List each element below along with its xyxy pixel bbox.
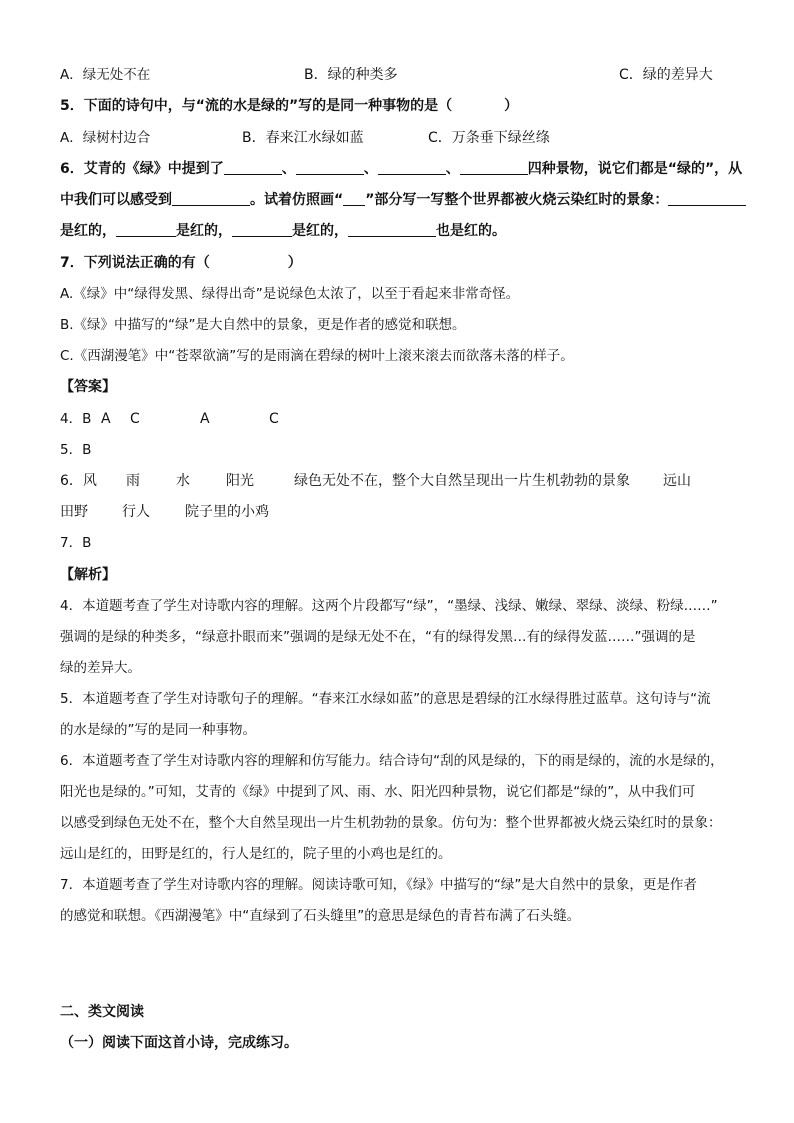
q7-option-b: B.《绿》中描写的“绿”是大自然中的景象，更是作者的感觉和联想。 xyxy=(60,317,466,333)
analysis-5-line-1: 5．本道题考查了学生对诗歌句子的理解。“春来江水绿如蓝”的意思是碧绿的江水绿得胜过蓝草。这句诗与“流 xyxy=(60,691,711,707)
analysis-5-line-2: 的水是绿的”写的是同一种事物。 xyxy=(60,722,256,738)
analysis-4-line-1: 4．本道题考查了学生对诗歌内容的理解。这两个片段都写“绿”，“墨绿、浅绿、嫩绿、翠绿、淡绿、粉绿……” xyxy=(60,598,718,614)
q6-part5: ”部分写一写整个世界都被火烧云染红时的景象： xyxy=(365,192,669,208)
answer-4-v4: A xyxy=(200,411,210,427)
analysis-6-line-2: 阳光也是绿的。”可知，艾青的《绿》中提到了风、雨、水、阳光四种景物，说它们都是“绿的”，从中我们可 xyxy=(60,784,696,800)
q6-blank-5[interactable] xyxy=(172,190,250,206)
q4-option-c: C．绿的差异大 xyxy=(619,67,713,83)
section2-subheading: （一）阅读下面这首小诗，完成练习。 xyxy=(60,1035,298,1051)
answer-4-v5: C xyxy=(269,411,279,427)
q6-red-3: 是红的， xyxy=(292,223,348,239)
q6-blank-9[interactable] xyxy=(232,221,292,237)
q6-line-2 xyxy=(60,190,746,210)
q7-option-c: C.《西湖漫笔》中“苍翠欲滴”写的是雨滴在碧绿的树叶上滚来滚去而欲落未落的样子。 xyxy=(60,348,574,364)
q7-stem-close: ） xyxy=(287,255,302,271)
section2-heading: 二、类文阅读 xyxy=(60,1004,144,1020)
q6-blank-3[interactable] xyxy=(378,159,446,175)
answer-6-w8: 行人 xyxy=(122,504,150,520)
analysis-7-line-2: 的感觉和联想。《西湖漫笔》中“直绿到了石头缝里”的意思是绿色的青苔布满了石头缝。 xyxy=(60,908,581,924)
answer-6-w9: 院子里的小鸡 xyxy=(185,504,269,520)
analysis-4-line-2: 强调的是绿的种类多，“绿意扑眼而来”强调的是绿无处不在，“有的绿得发黑…有的绿得发蓝……”强调的是 xyxy=(60,629,696,645)
answer-heading: 【答案】 xyxy=(60,379,116,395)
q6-part3: 中我们可以感受到 xyxy=(60,192,172,208)
q5-option-c: C．万条垂下绿丝绦 xyxy=(428,130,550,146)
analysis-6-line-3: 以感受到绿色无处不在，整个大自然呈现出一片生机勃勃的景象。仿句为：整个世界都被火烧云染红时的景象： xyxy=(60,815,722,831)
analysis-6-line-1: 6．本道题考查了学生对诗歌内容的理解和仿写能力。结合诗句“刮的风是绿的，下的雨是绿的，流的水是绿的， xyxy=(60,753,724,769)
q6-red-2: 是红的， xyxy=(176,223,232,239)
q6-red-last: 也是红的。 xyxy=(436,223,506,239)
answer-4-num: 4．B xyxy=(60,411,92,427)
analysis-heading: 【解析】 xyxy=(60,567,116,583)
q5-question xyxy=(60,96,518,116)
answer-6-w6: 远山 xyxy=(663,473,691,489)
q6-sep: 、 xyxy=(281,161,296,177)
answer-4-v2: A xyxy=(101,411,111,427)
q6-part2: 四种景物，说它们都是“绿的”，从 xyxy=(527,161,743,177)
q6-blank-4[interactable] xyxy=(460,159,528,175)
q6-sep: 、 xyxy=(363,161,378,177)
q6-sep: 、 xyxy=(445,161,460,177)
q7-stem: 7．下列说法正确的有（ xyxy=(60,255,210,271)
q6-part1: 6．艾青的《绿》中提到了 xyxy=(60,161,224,177)
q5-stem-close: ） xyxy=(504,98,519,114)
answer-4-v3: C xyxy=(130,411,140,427)
q6-line-1 xyxy=(60,159,742,179)
q6-blank-6[interactable] xyxy=(343,190,365,206)
answer-6-w2: 雨 xyxy=(126,473,140,489)
q6-blank-7[interactable] xyxy=(668,190,746,206)
q6-blank-10[interactable] xyxy=(348,221,436,237)
answer-6-num: 6．风 xyxy=(60,473,97,489)
analysis-4-line-3: 绿的差异大。 xyxy=(60,660,141,676)
q4-option-b: B．绿的种类多 xyxy=(304,67,398,83)
q7-question xyxy=(60,253,302,273)
q5-stem: 5．下面的诗句中，与“流的水是绿的”写的是同一种事物的是（ xyxy=(60,98,453,114)
answer-6-w3: 水 xyxy=(176,473,190,489)
q6-blank-8[interactable] xyxy=(116,221,176,237)
q6-blank-2[interactable] xyxy=(296,159,364,175)
answer-6-w4: 阳光 xyxy=(226,473,254,489)
q5-option-a: A．绿树村边合 xyxy=(60,130,151,146)
analysis-7-line-1: 7．本道题考查了学生对诗歌内容的理解。阅读诗歌可知，《绿》中描写的“绿”是大自然中的景象，更是作者 xyxy=(60,877,697,893)
answer-6-w7: 田野 xyxy=(60,504,88,520)
answer-6-w5: 绿色无处不在，整个大自然呈现出一片生机勃勃的景象 xyxy=(294,473,630,489)
answer-5: 5．B xyxy=(60,442,92,458)
q6-red-1: 是红的， xyxy=(60,223,116,239)
q7-option-a: A.《绿》中“绿得发黑、绿得出奇”是说绿色太浓了，以至于看起来非常奇怪。 xyxy=(60,286,520,302)
q6-part4: 。试着仿照画“ xyxy=(250,192,344,208)
q4-option-a: A．绿无处不在 xyxy=(60,67,151,83)
answer-7: 7．B xyxy=(60,535,92,551)
q6-line-3 xyxy=(60,221,506,241)
q4-options-row xyxy=(60,65,150,85)
q6-blank-1[interactable] xyxy=(224,159,282,175)
analysis-6-line-4: 远山是红的，田野是红的，行人是红的，院子里的小鸡也是红的。 xyxy=(60,846,452,862)
q5-option-b: B．春来江水绿如蓝 xyxy=(242,130,364,146)
